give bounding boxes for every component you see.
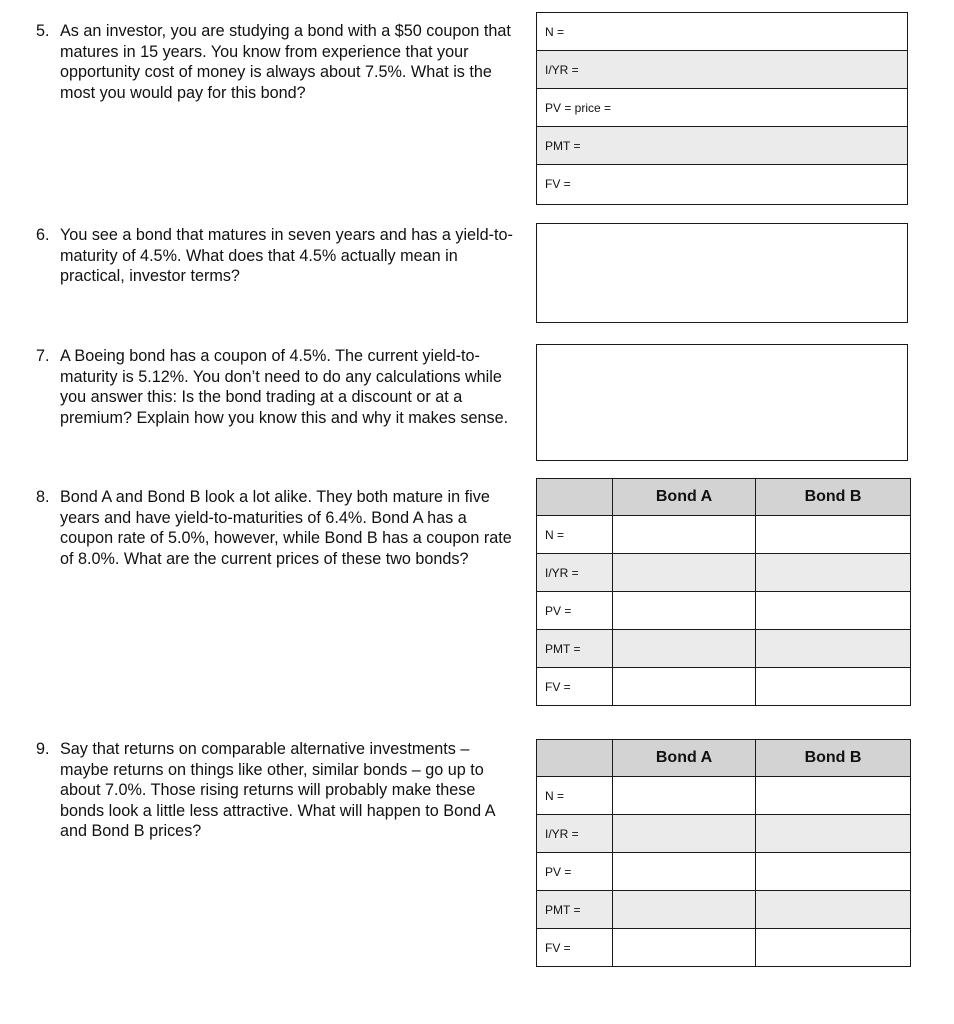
table-header-row [537, 740, 911, 777]
table-row [537, 554, 911, 592]
table-row [537, 815, 911, 853]
table-row [537, 853, 911, 891]
bond-b-cell[interactable] [756, 891, 911, 929]
bond-b-cell[interactable] [756, 554, 911, 592]
calc-label: I/YR = [545, 62, 579, 77]
bond-b-cell[interactable] [756, 929, 911, 967]
bond-a-cell[interactable] [613, 630, 756, 668]
answer-box-6[interactable] [536, 223, 908, 323]
calc-row-fv[interactable] [537, 165, 907, 203]
header-bond-b: Bond B [756, 479, 911, 516]
row-label: PMT = [537, 891, 613, 929]
table-row [537, 929, 911, 967]
question-9 [36, 739, 514, 842]
bond-b-cell[interactable] [756, 668, 911, 706]
question-number: 7. [36, 347, 50, 365]
bond-b-cell[interactable] [756, 592, 911, 630]
bond-a-cell[interactable] [613, 592, 756, 630]
answer-box-7[interactable] [536, 344, 908, 461]
question-number: 6. [36, 226, 50, 244]
bond-a-cell[interactable] [613, 891, 756, 929]
question-number: 8. [36, 488, 50, 506]
question-text: As an investor, you are studying a bond with a $50 coupon that matures in 15 years. You know from experience that your opportunity cost of money is always about 7.5%. What is the most you would pay for this bond? [60, 22, 511, 102]
question-text: Bond A and Bond B look a lot alike. They both mature in five years and have yield-to-maturities of 6.4%. Bond A has a coupon rate of 5.0%, however, while Bond B has a coupon rate of 8.0%. What are the current prices of these two bonds? [60, 488, 512, 568]
bond-a-cell[interactable] [613, 815, 756, 853]
bond-a-cell[interactable] [613, 853, 756, 891]
table-row [537, 630, 911, 668]
calc-row-iyr[interactable] [537, 51, 907, 89]
question-6 [36, 225, 514, 287]
bond-comparison-table-8 [536, 478, 911, 706]
bond-b-cell[interactable] [756, 777, 911, 815]
row-label: PMT = [537, 630, 613, 668]
bond-a-cell[interactable] [613, 929, 756, 967]
table-header-row [537, 479, 911, 516]
bond-b-cell[interactable] [756, 516, 911, 554]
header-bond-a: Bond A [613, 740, 756, 777]
calc-row-pv[interactable] [537, 89, 907, 127]
row-label: FV = [537, 668, 613, 706]
calc-row-pmt[interactable] [537, 127, 907, 165]
row-label: N = [537, 777, 613, 815]
calculator-input-box [536, 12, 908, 205]
bond-b-cell[interactable] [756, 630, 911, 668]
question-text: You see a bond that matures in seven years and has a yield-to-maturity of 4.5%. What does that 4.5% actually mean in practical, investor terms? [60, 226, 513, 286]
calc-label: PMT = [545, 138, 581, 153]
calc-label: PV = price = [545, 100, 612, 115]
question-text: Say that returns on comparable alternative investments – maybe returns on things like other, similar bonds – go up to about 7.0%. Those rising returns will probably make these bonds look a little less attractive. What will happen to Bond A and Bond B prices? [60, 740, 495, 841]
header-blank [537, 479, 613, 516]
bond-a-cell[interactable] [613, 554, 756, 592]
question-number: 5. [36, 22, 50, 40]
calc-label: N = [545, 24, 565, 39]
table-row [537, 668, 911, 706]
table-row [537, 592, 911, 630]
question-number: 9. [36, 740, 50, 758]
table-row [537, 516, 911, 554]
row-label: PV = [537, 853, 613, 891]
bond-b-cell[interactable] [756, 853, 911, 891]
question-7 [36, 346, 514, 428]
bond-comparison-table-9 [536, 739, 911, 967]
row-label: PV = [537, 592, 613, 630]
question-8 [36, 487, 514, 569]
row-label: FV = [537, 929, 613, 967]
row-label: N = [537, 516, 613, 554]
header-bond-a: Bond A [613, 479, 756, 516]
bond-b-cell[interactable] [756, 815, 911, 853]
bond-a-cell[interactable] [613, 516, 756, 554]
bond-a-cell[interactable] [613, 668, 756, 706]
question-5 [36, 21, 514, 103]
bond-a-cell[interactable] [613, 777, 756, 815]
table-row [537, 891, 911, 929]
row-label: I/YR = [537, 815, 613, 853]
header-blank [537, 740, 613, 777]
calc-label: FV = [545, 177, 571, 191]
calc-row-n[interactable] [537, 13, 907, 51]
header-bond-b: Bond B [756, 740, 911, 777]
question-text: A Boeing bond has a coupon of 4.5%. The current yield-to-maturity is 5.12%. You don’t need to do any calculations while you answer this: Is the bond trading at a discount or at a premium? Explain how you know this and why it makes sense. [60, 347, 509, 427]
row-label: I/YR = [537, 554, 613, 592]
table-row [537, 777, 911, 815]
